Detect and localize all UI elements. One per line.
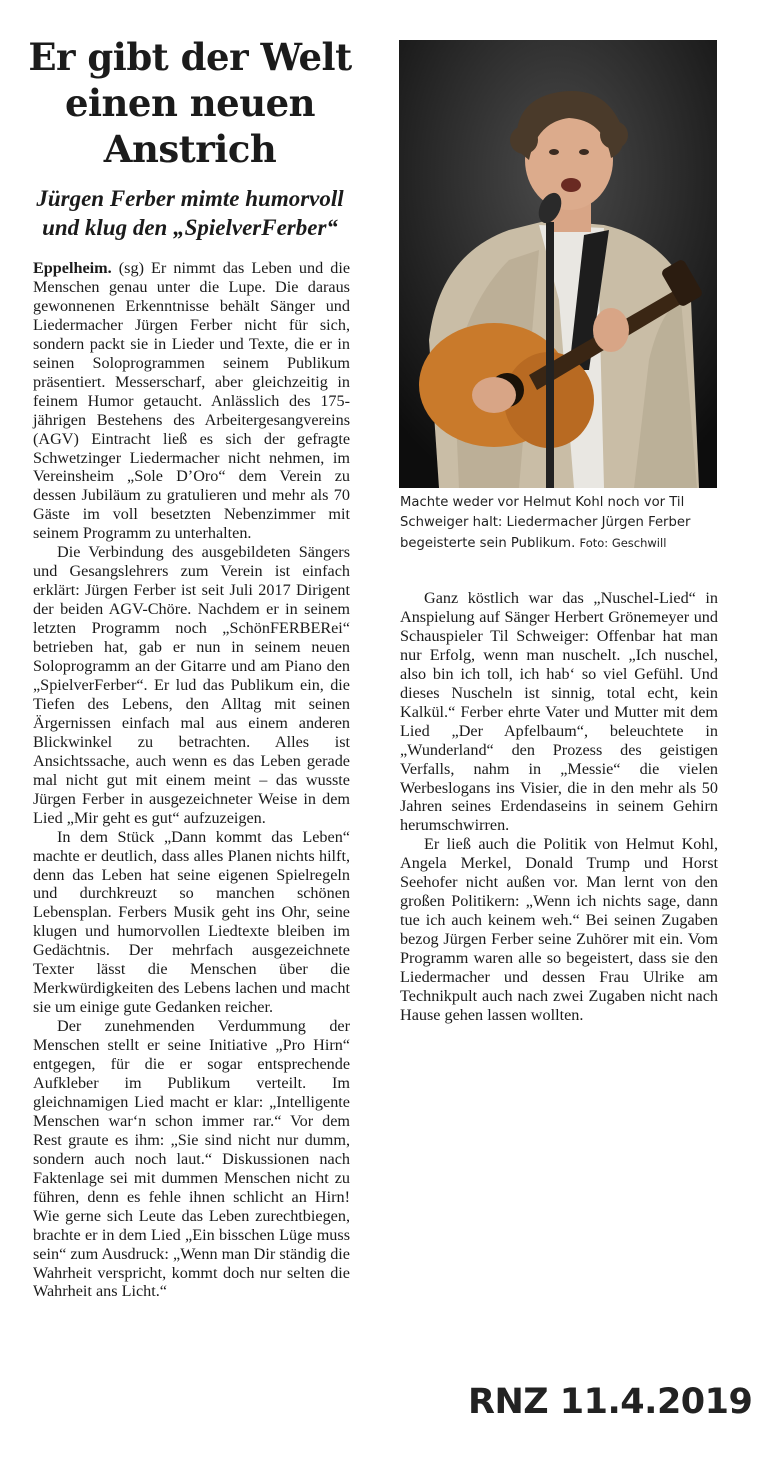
byline: (sg) bbox=[118, 259, 144, 277]
photo-caption bbox=[400, 493, 722, 554]
dateline: Eppelheim. bbox=[33, 259, 112, 277]
article-column-right bbox=[400, 589, 718, 1025]
article-paragraph: Ganz köstlich war das „Nuschel-Lied“ in Anspielung auf Sänger Herbert Grönemeyer und Schauspieler Til Schweiger: Offenbar hat man nur Erfolg, wenn man nuschelt. „Ich nuschel, also bin ich toll, ich hab‘ so viel Gefühl. Und dieses Nuscheln ist sinnig, total echt, kein Kalkül.“ Ferber ehrte Vater und Mutter mit dem Lied „Der Apfelbaum“, beleuchtete in „Wunderland“ den Prozess des geistigen Verfalls, nahm in „Messie“ die vielen Werbeslogans ins Visier, die in den mehr als 50 Jahren seines Erdendaseins in seinem Gehirn herumschwirren. bbox=[400, 589, 718, 835]
photo-credit: Foto: Geschwill bbox=[579, 536, 667, 550]
article-paragraph: In dem Stück „Dann kommt das Leben“ machte er deutlich, dass alles Planen nichts hilft, denn das Leben hat seine eigenen Spielregeln und durchkreuzt so manchen schönen Lebensplan. Ferbers Musik geht ins Ohr, seine klugen und humorvollen Liedtexte bleiben im Gedächtnis. Der mehrfach ausgezeichnete Texter lässt die Menschen über die Merkwürdigkeiten des Lebens lachen und macht sie um einige gute Gedanken reicher. bbox=[33, 827, 350, 1017]
article-paragraph bbox=[33, 259, 350, 543]
article-paragraph: Der zunehmenden Verdummung der Menschen stellt er seine Initiative „Pro Hirn“ entgegen, für die er sogar entsprechende Aufkleber im Publikum verteilt. Im gleichnamigen Lied macht er klar: „Intelligente Menschen war‘n schon immer rar.“ Vor dem Rest graute es ihm: „Sie sind nicht nur dumm, sondern auch noch laut.“ Diskussionen nach Faktenlage sei mit dummen Menschen nicht zu führen, denn es fehle ihnen schlicht an Hirn! Wie gerne sich Leute das Leben zurechtbiegen, brachte er in dem Lied „Ein bisschen Lüge muss sein“ zum Ausdruck: „Wenn man Dir ständig die Wahrheit verspricht, kommt doch nur selten die Wahrheit ans Licht.“ bbox=[33, 1017, 350, 1301]
headline: Er gibt der Welt einen neuen Anstrich bbox=[28, 35, 352, 171]
performer-illustration bbox=[399, 40, 717, 488]
subheadline: Jürgen Ferber mimte humorvoll und klug den „SpielverFerber“ bbox=[36, 186, 344, 240]
article-paragraph: Er ließ auch die Politik von Helmut Kohl, Angela Merkel, Donald Trump und Horst Seehofer nicht außen vor. Man lernt von den großen Politikern: „Wenn ich nichts sage, dann tue ich auch keinem weh.“ Bei seinen Zugaben bezog Jürgen Ferber seine Zuhörer mit ein. Vom Programm waren alle so begeistert, dass sie den Liedermacher und dessen Frau Ulrike am Technikpult auch nach zwei Zugaben nicht nach Hause gehen lassen wollten. bbox=[400, 835, 718, 1024]
performer-photo bbox=[399, 40, 717, 488]
paragraph-text: Er nimmt das Leben und die Menschen genau unter die Lupe. Die daraus gewonnenen Erkenntnisse behält Sänger und Liedermacher Jürgen Ferber nicht für sich, sondern packt sie in Lieder und Texte, die er in seinen Soloprogrammen seinem Publikum präsentiert. Messerscharf, aber gleichzeitig in feinem Humor getaucht. Anlässlich des 175-jährigen Bestehens des Arbeitergesangvereins (AGV) Eintracht ließ es sich der gefragte Schwetzinger Liedermacher nicht nehmen, im Vereinsheim „Sole D’Oro“ dem Verein zu dessen Jubiläum zu gratulieren und mehr als 70 Gäste im voll besetzten Nebenzimmer mit seinem Programm zu unterhalten. bbox=[33, 259, 351, 543]
article-paragraph: Die Verbindung des ausgebildeten Sängers und Gesangslehrers zum Verein ist einfach erklärt: Jürgen Ferber ist seit Juli 2017 Dirigent der beiden AGV-Chöre. Nachdem er in seinem letzten Programm noch „SchönFERBERei“ betrieben hat, gab er nun in seinem neuen Soloprogramm an der Gitarre und am Piano den „SpielverFerber“. Er lud das Publikum ein, die Tiefen des Lebens, den Alltag mit seinen Ärgernissen einfach mal aus einem anderen Blickwinkel zu betrachten. Alles ist Ansichtssache, auch wenn es das Leben gerade mal nicht gut mit einem meint – das wusste Jürgen Ferber in ausgezeichneter Weise in dem Lied „Mir geht es gut“ aufzuzeigen. bbox=[33, 543, 350, 827]
caption-text: Machte weder vor Helmut Kohl noch vor Til Schweiger halt: Liedermacher Jürgen Ferber begeisterte sein Publikum. bbox=[400, 495, 691, 551]
article-column-left bbox=[33, 259, 350, 1301]
source-stamp: RNZ 11.4.2019 bbox=[468, 1382, 753, 1422]
